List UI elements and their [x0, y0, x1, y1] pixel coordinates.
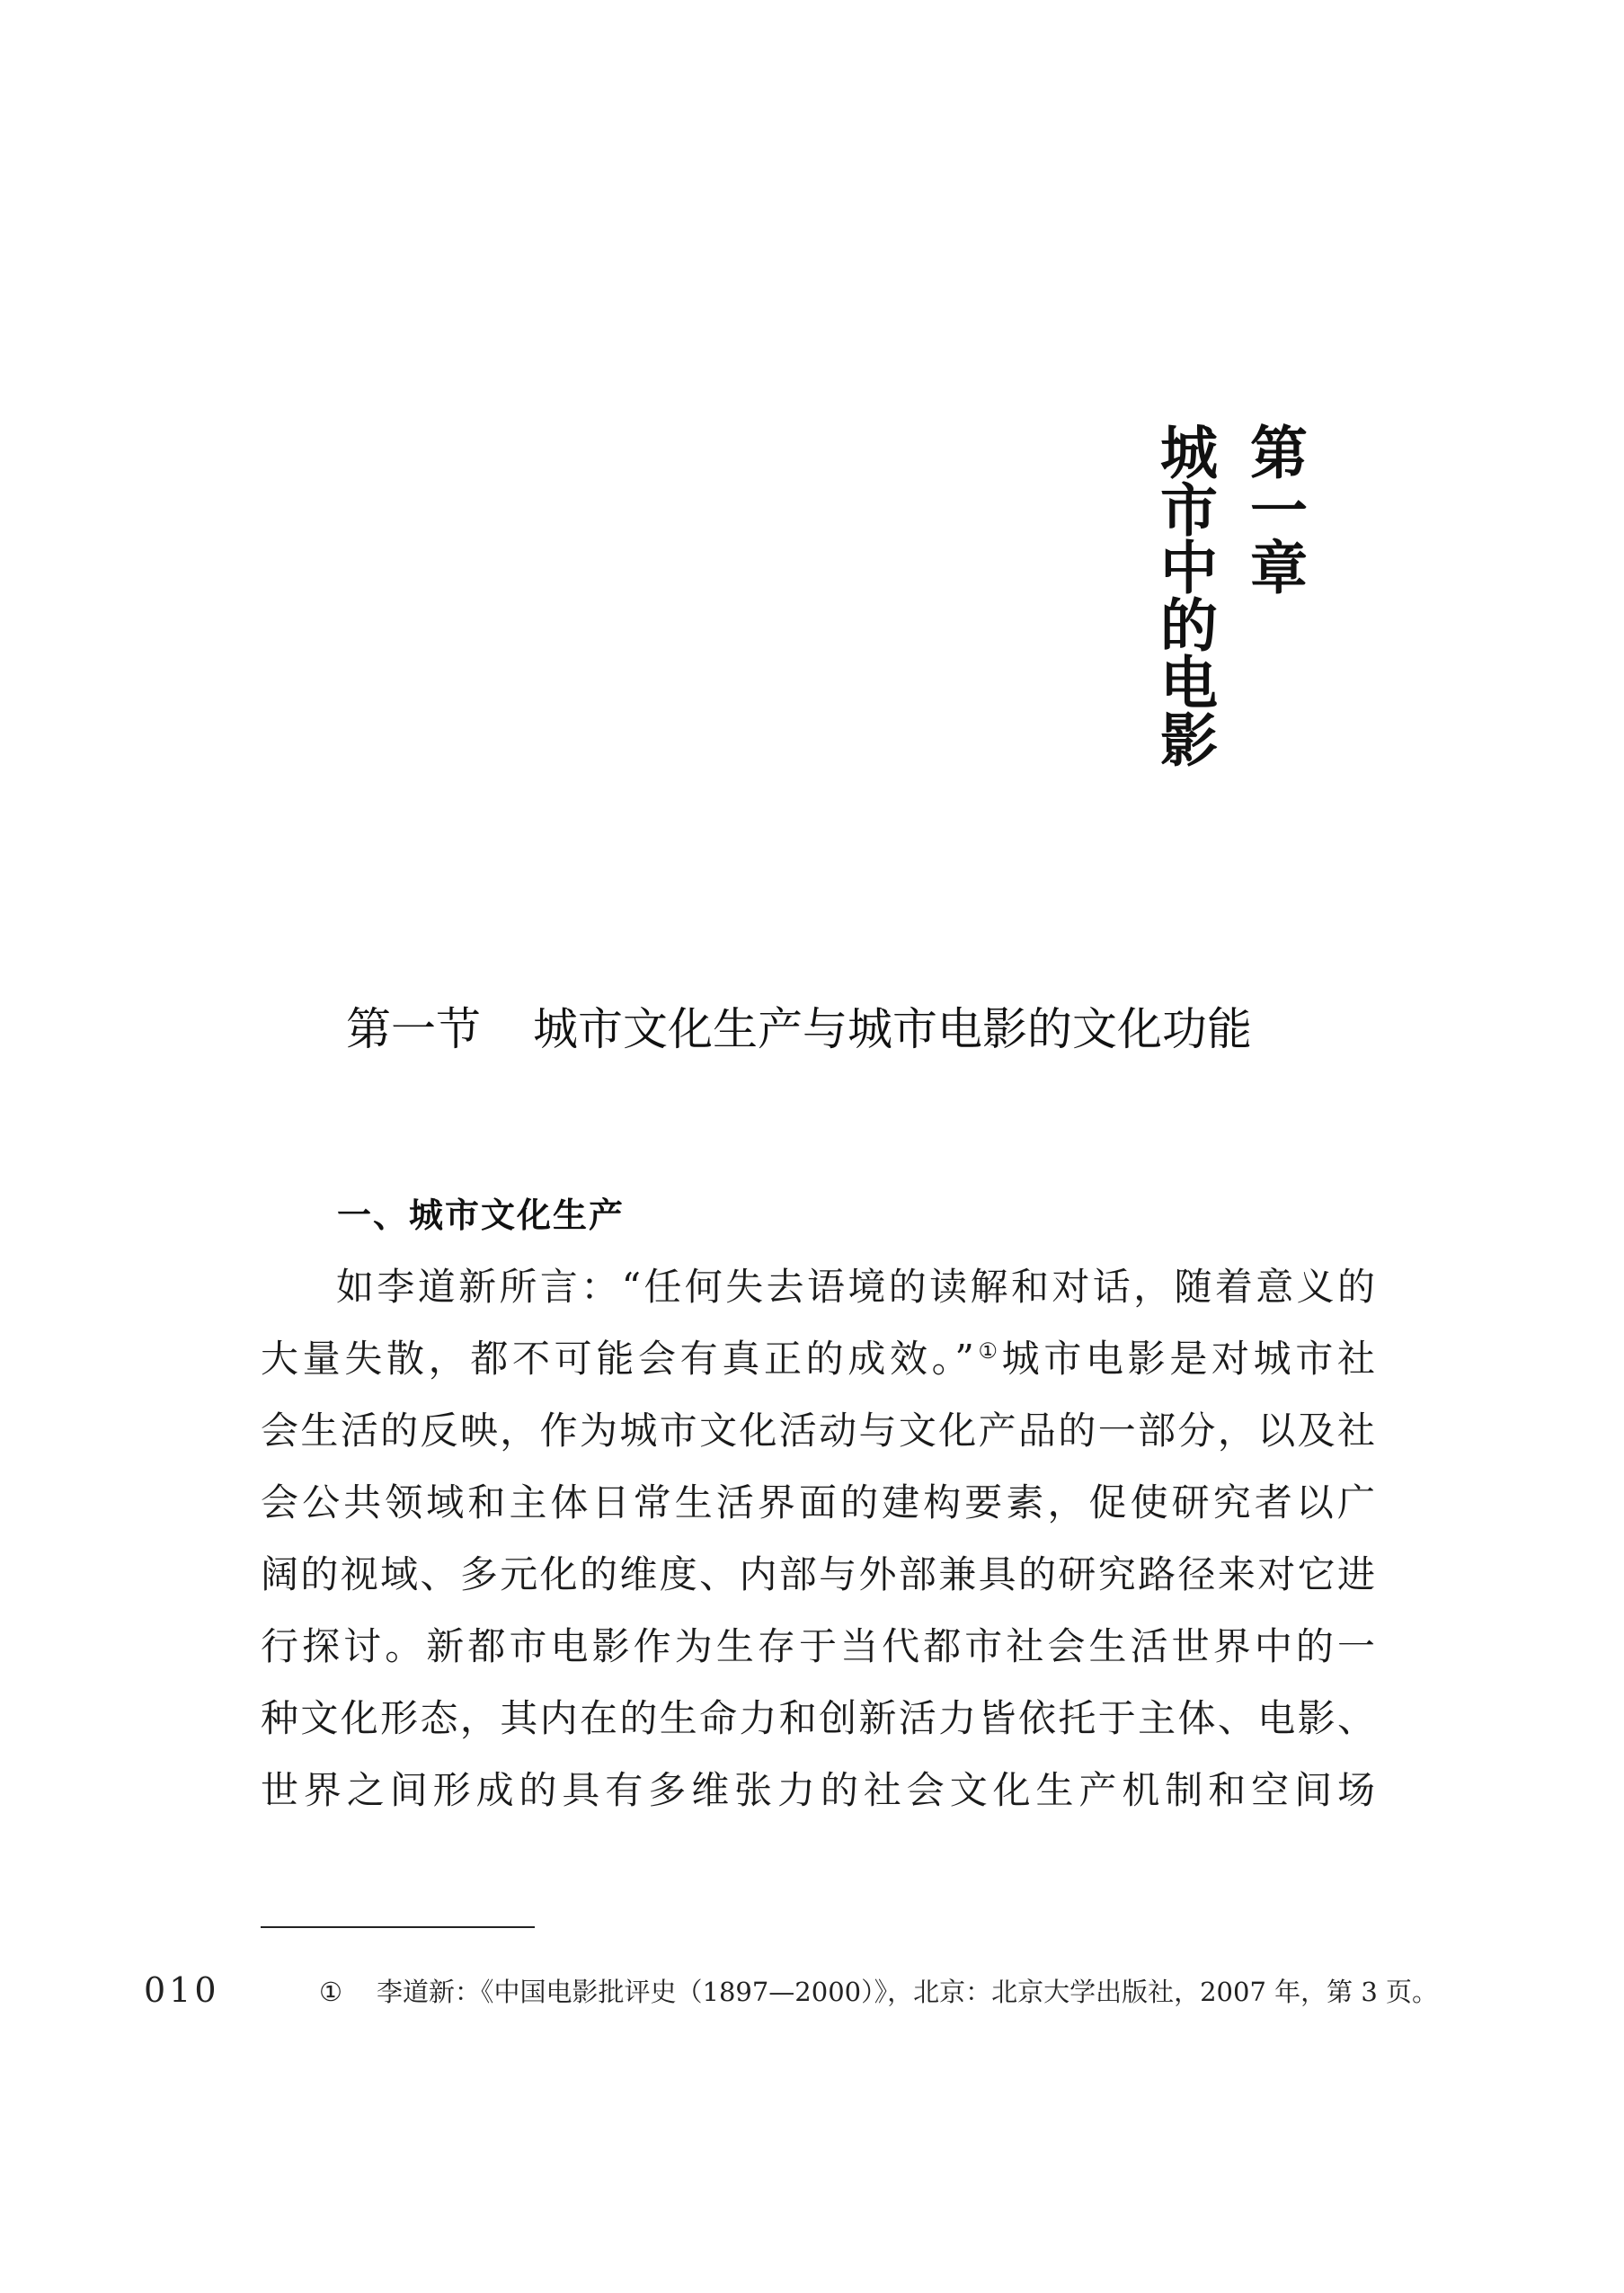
body-line: 会公共领域和主体日常生活界面的建构要素，促使研究者以广	[261, 1480, 1375, 1524]
body-line: 阔的视域、多元化的维度、内部与外部兼具的研究路径来对它进	[261, 1552, 1375, 1596]
body-line: 会生活的反映，作为城市文化活动与文化产品的一部分，以及社	[261, 1409, 1375, 1453]
subsection-title: 一、城市文化生产	[337, 1195, 626, 1235]
body-line	[261, 1323, 1375, 1395]
body-line: 行探讨。新都市电影作为生存于当代都市社会生活世界中的一	[261, 1624, 1375, 1668]
body-line-text: 城市电影是对城市社	[1001, 1337, 1375, 1381]
footnote	[319, 1974, 1438, 2010]
chapter-label: 第一章	[1240, 422, 1308, 595]
body-line: 如李道新所言：“任何失去语境的读解和对话，随着意义的	[336, 1265, 1375, 1309]
footnote-reference[interactable]: ①	[973, 1338, 1002, 1364]
body-line-text: 大量失散，都不可能会有真正的成效。”	[261, 1337, 974, 1381]
body-line: 世界之间形成的具有多维张力的社会文化生产机制和空间场	[261, 1768, 1375, 1812]
section-title: 城市文化生产与城市电影的文化功能	[533, 1003, 1252, 1055]
section-heading	[346, 1002, 1252, 1056]
footnote-text: 李道新：《中国电影批评史（1897—2000）》，北京：北京大学出版社，2007 年，第 3 页。	[377, 1977, 1439, 2007]
page-number: 010	[144, 1970, 220, 2010]
body-paragraph	[261, 1251, 1375, 1826]
chapter-title: 城市中的电影	[1150, 422, 1218, 768]
body-line: 种文化形态，其内在的生命力和创新活力皆依托于主体、电影、	[261, 1696, 1375, 1740]
section-number: 第一节	[346, 1003, 481, 1055]
footnote-marker: ①	[319, 1977, 342, 2007]
footnote-divider	[261, 1926, 535, 1928]
